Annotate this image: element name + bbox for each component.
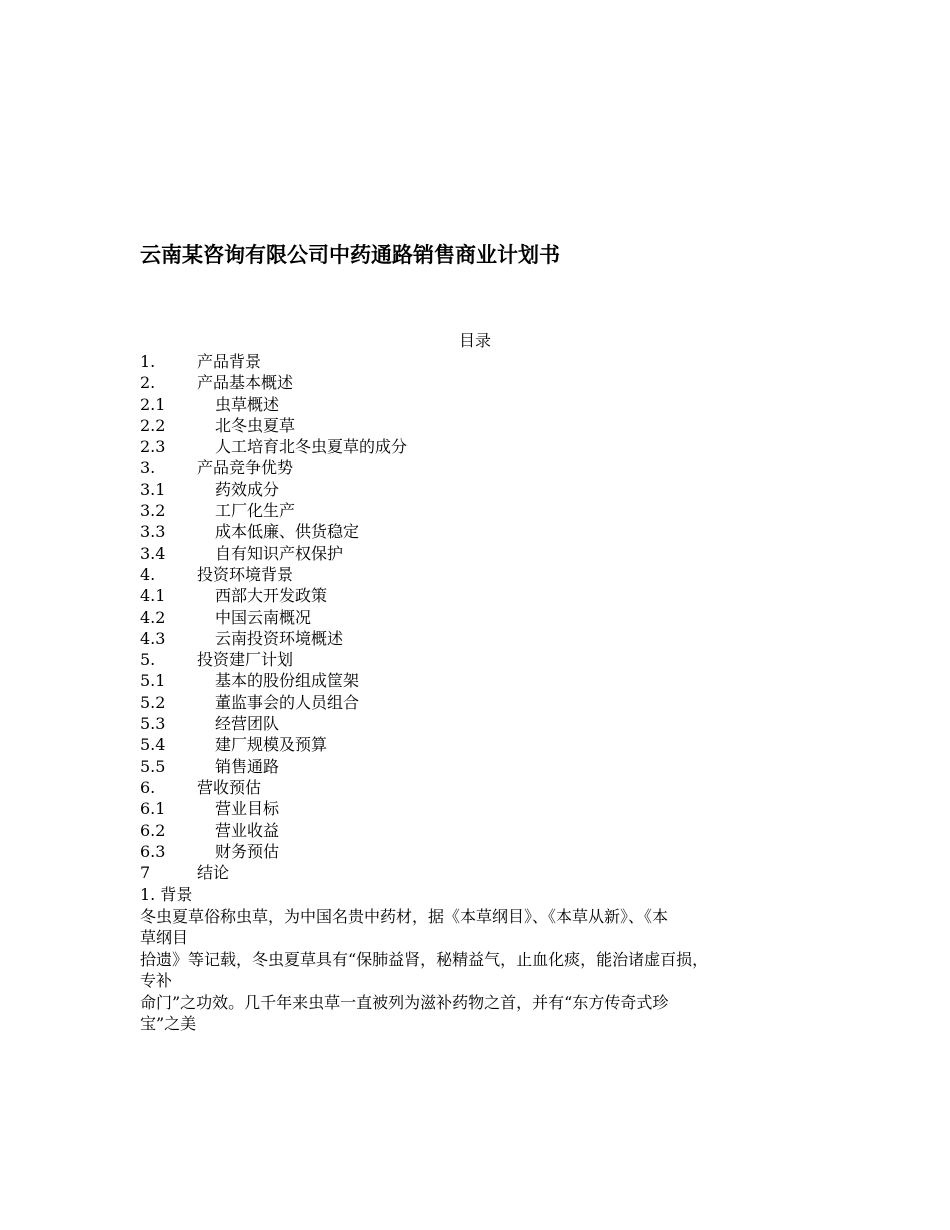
toc-item-label: 中国云南概况 — [215, 607, 312, 627]
toc-item-label: 自有知识产权保护 — [215, 543, 344, 563]
toc-item — [140, 479, 820, 500]
toc-item-label: 工厂化生产 — [215, 501, 296, 521]
toc-item — [140, 862, 820, 883]
toc-item-number: 3.2 — [140, 501, 166, 521]
toc-item-number: 3.1 — [140, 479, 166, 499]
toc-item — [140, 415, 820, 436]
toc-item-label: 西部大开发政策 — [215, 586, 328, 606]
toc-item — [140, 820, 820, 841]
paragraph — [140, 906, 820, 1035]
toc-item-number: 3.3 — [140, 522, 166, 542]
toc-item-number: 3.4 — [140, 543, 166, 563]
toc-item-label: 云南投资环境概述 — [215, 628, 344, 648]
toc-item-label: 成本低廉、供货稳定 — [215, 522, 360, 542]
section-background — [140, 884, 820, 1035]
paragraph-line: 拾遗》等记载，冬虫夏草具有“保肺益肾，秘精益气，止血化痰，能治诸虚百损， — [140, 949, 709, 969]
toc-item-number: 2.3 — [140, 437, 166, 457]
toc-item — [140, 436, 820, 457]
toc-item-label: 投资建厂计划 — [197, 650, 294, 670]
toc-item — [140, 798, 820, 819]
toc-item-label: 结论 — [197, 863, 230, 883]
toc-item — [140, 713, 820, 734]
paragraph-line: 宝”之美 — [140, 1014, 197, 1033]
toc-item — [140, 394, 820, 415]
toc-item-label: 北冬虫夏草 — [215, 415, 296, 435]
toc-item-number: 6.1 — [140, 799, 166, 819]
paragraph-line: 冬虫夏草俗称虫草，为中国名贵中药材，据《本草纲目》、《本草从新》、《本 — [140, 906, 669, 926]
toc-item — [140, 500, 820, 521]
toc-item — [140, 585, 820, 606]
toc-item-label: 销售通路 — [215, 756, 280, 776]
toc-item-label: 基本的股份组成筐架 — [215, 671, 360, 691]
section-heading: 1. 背景 — [140, 885, 193, 904]
toc-item-number: 4. — [140, 564, 156, 584]
toc-item-number: 5.5 — [140, 756, 166, 776]
toc-item — [140, 692, 820, 713]
toc-item-label: 董监事会的人员组合 — [215, 692, 360, 712]
toc-item — [140, 351, 820, 372]
toc-item — [140, 457, 820, 478]
table-of-contents — [140, 351, 820, 883]
toc-item-number: 5.3 — [140, 714, 166, 734]
paragraph-line: 命门”之功效。几千年来虫草一直被列为滋补药物之首，并有“东方传奇式珍 — [140, 992, 669, 1012]
toc-item-label: 建厂规模及预算 — [215, 735, 328, 755]
toc-item-number: 1. — [140, 352, 156, 371]
toc-item-label: 产品竞争优势 — [197, 458, 294, 478]
toc-item — [140, 670, 820, 691]
toc-item — [140, 756, 820, 777]
toc-item-label: 经营团队 — [215, 714, 280, 734]
toc-item — [140, 543, 820, 564]
toc-item-number: 5.1 — [140, 671, 166, 691]
toc-item — [140, 649, 820, 670]
toc-item-number: 6. — [140, 777, 156, 797]
toc-item-number: 5. — [140, 650, 156, 670]
paragraph-line: 草纲目 — [140, 928, 189, 947]
toc-item — [140, 521, 820, 542]
toc-item-number: 6.3 — [140, 841, 166, 861]
toc-item-number: 2.1 — [140, 394, 166, 414]
toc-item-label: 营业目标 — [215, 799, 280, 819]
toc-item — [140, 564, 820, 585]
toc-item-number: 4.1 — [140, 586, 166, 606]
toc-item — [140, 628, 820, 649]
toc-item-number: 3. — [140, 458, 156, 478]
toc-item-number: 4.3 — [140, 628, 166, 648]
toc-heading: 目录 — [458, 331, 491, 350]
toc-item-number: 6.2 — [140, 820, 166, 840]
toc-item-number: 7 — [140, 863, 151, 883]
toc-item-label: 产品基本概述 — [197, 373, 294, 393]
toc-item — [140, 841, 820, 862]
toc-item — [140, 607, 820, 628]
toc-item-label: 人工培育北冬虫夏草的成分 — [215, 437, 408, 457]
toc-item-number: 4.2 — [140, 607, 166, 627]
toc-item-label: 营业收益 — [215, 820, 280, 840]
toc-item — [140, 777, 820, 798]
toc-item — [140, 734, 820, 755]
paragraph-line: 专补 — [140, 971, 173, 990]
toc-item-number: 5.4 — [140, 735, 166, 755]
toc-item-number: 2.2 — [140, 415, 166, 435]
toc-item-label: 虫草概述 — [215, 394, 280, 414]
toc-item-number: 5.2 — [140, 692, 166, 712]
page-title: 云南某咨询有限公司中药通路销售商业计划书 — [140, 242, 560, 267]
toc-item-label: 财务预估 — [215, 841, 280, 861]
toc-item-number: 2. — [140, 373, 156, 393]
toc-item-label: 产品背景 — [197, 352, 262, 371]
toc-item-label: 投资环境背景 — [197, 564, 294, 584]
toc-item-label: 营收预估 — [197, 777, 262, 797]
toc-item-label: 药效成分 — [215, 479, 280, 499]
toc-item — [140, 372, 820, 393]
